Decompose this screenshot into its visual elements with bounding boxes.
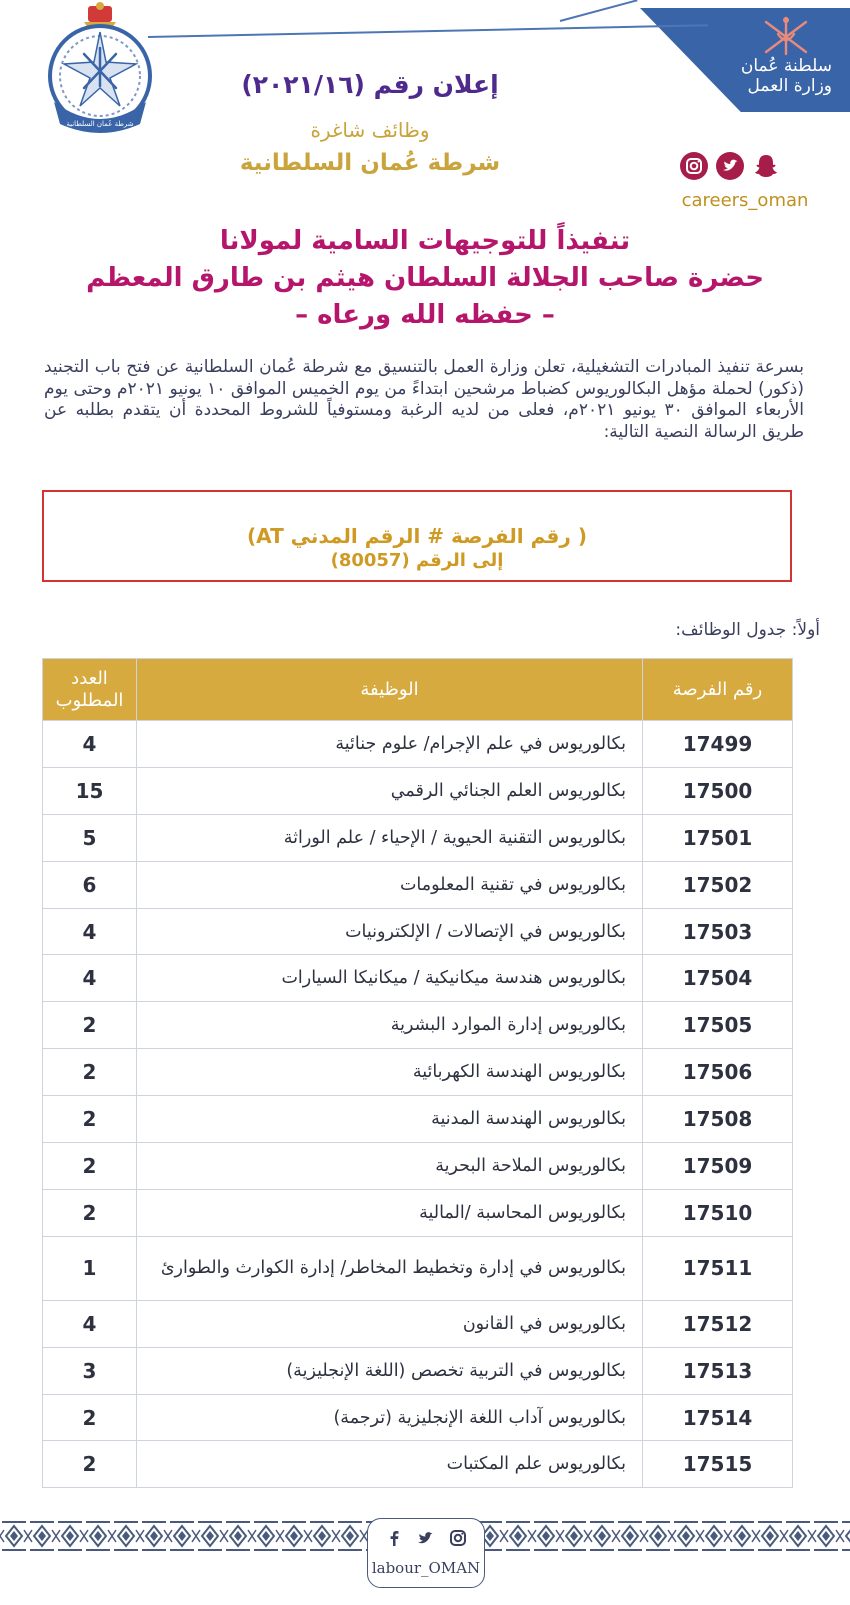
job-title: بكالوريوس التقنية الحيوية / الإحياء / علم الوراثة [137, 814, 643, 861]
social-icons [680, 152, 800, 186]
job-id: 17499 [643, 721, 793, 768]
job-count: 5 [43, 814, 137, 861]
job-title: بكالوريوس في الإتصالات / الإلكترونيات [137, 908, 643, 955]
job-id: 17514 [643, 1394, 793, 1441]
careers-social-handle[interactable]: careers_oman [681, 190, 809, 211]
twitter-icon[interactable] [415, 1527, 437, 1549]
table-row [43, 1002, 793, 1049]
job-id: 17500 [643, 767, 793, 814]
job-id: 17509 [643, 1143, 793, 1190]
table-row [43, 1189, 793, 1236]
table-row [43, 1441, 793, 1488]
header-count [43, 659, 137, 721]
sms-format: ( رقم الفرصة # الرقم المدني AT) [247, 524, 587, 548]
job-id: 17513 [643, 1347, 793, 1394]
table-row [43, 1300, 793, 1347]
ministry-name-line1: سلطنة عُمان [740, 56, 832, 76]
table-row [43, 1394, 793, 1441]
job-title: بكالوريوس آداب اللغة الإنجليزية (ترجمة) [137, 1394, 643, 1441]
job-id: 17508 [643, 1096, 793, 1143]
table-row [43, 721, 793, 768]
job-id: 17504 [643, 955, 793, 1002]
section-title: أولاً: جدول الوظائف: [675, 620, 820, 640]
job-id: 17510 [643, 1189, 793, 1236]
job-id: 17512 [643, 1300, 793, 1347]
job-title: بكالوريوس إدارة الموارد البشرية [137, 1002, 643, 1049]
job-id: 17501 [643, 814, 793, 861]
job-title: بكالوريوس في التربية تخصص (اللغة الإنجليزية) [137, 1347, 643, 1394]
job-id: 17515 [643, 1441, 793, 1488]
headline-line2: حضرة صاحب الجلالة السلطان هيثم بن طارق المعظم [86, 263, 764, 293]
job-count: 4 [43, 908, 137, 955]
job-title: بكالوريوس العلم الجنائي الرقمي [137, 767, 643, 814]
announcement-title: إعلان رقم (٢٠٢١/١٦) [241, 70, 499, 99]
table-row [43, 1143, 793, 1190]
table-row [43, 1096, 793, 1143]
footer-social-handle[interactable]: labour_OMAN [371, 1559, 481, 1577]
job-title: بكالوريوس المحاسبة /المالية [137, 1189, 643, 1236]
job-title: بكالوريوس هندسة ميكانيكية / ميكانيكا السيارات [137, 955, 643, 1002]
table-header-row [43, 659, 793, 721]
headline-line1: تنفيذاً للتوجيهات السامية لمولانا [219, 226, 631, 256]
header-count-line2: المطلوب [55, 689, 124, 711]
job-count: 4 [43, 721, 137, 768]
job-title: بكالوريوس في إدارة وتخطيط المخاطر/ إدارة الكوارث والطوارئ [137, 1236, 643, 1300]
job-title: بكالوريوس في القانون [137, 1300, 643, 1347]
footer-social-badge [367, 1518, 485, 1588]
oman-emblem-icon [756, 14, 816, 56]
job-id: 17511 [643, 1236, 793, 1300]
table-row [43, 908, 793, 955]
job-count: 2 [43, 1441, 137, 1488]
table-row [43, 1236, 793, 1300]
header-count-line1: العدد [71, 667, 108, 689]
sms-number: إلى الرقم (80057) [330, 550, 504, 571]
snapchat-icon[interactable] [752, 152, 780, 180]
table-row [43, 955, 793, 1002]
vacancy-label: وظائف شاغرة [310, 118, 430, 142]
job-id: 17503 [643, 908, 793, 955]
job-count: 6 [43, 861, 137, 908]
job-count: 15 [43, 767, 137, 814]
job-title: بكالوريوس في تقنية المعلومات [137, 861, 643, 908]
job-count: 4 [43, 955, 137, 1002]
organization-name: شرطة عُمان السلطانية [239, 150, 501, 176]
header-job-id: رقم الفرصة [643, 659, 793, 721]
ministry-name-line2: وزارة العمل [747, 76, 832, 96]
instagram-icon[interactable] [447, 1527, 469, 1549]
table-row [43, 861, 793, 908]
table-row [43, 1049, 793, 1096]
job-id: 17505 [643, 1002, 793, 1049]
footer-icons [368, 1527, 484, 1549]
ministry-name [712, 56, 832, 96]
job-id: 17502 [643, 861, 793, 908]
job-title: بكالوريوس في علم الإجرام/ علوم جنائية [137, 721, 643, 768]
table-row [43, 814, 793, 861]
job-count: 2 [43, 1002, 137, 1049]
sms-instructions-box [42, 490, 792, 582]
job-count: 2 [43, 1189, 137, 1236]
job-title: بكالوريوس الملاحة البحرية [137, 1143, 643, 1190]
table-row [43, 1347, 793, 1394]
royal-oman-police-logo [40, 2, 160, 136]
instagram-icon[interactable] [680, 152, 708, 180]
job-count: 2 [43, 1394, 137, 1441]
job-title: بكالوريوس الهندسة الكهربائية [137, 1049, 643, 1096]
twitter-icon[interactable] [716, 152, 744, 180]
headline-line3: – حفظه الله ورعاه – [295, 300, 555, 330]
job-id: 17506 [643, 1049, 793, 1096]
job-count: 2 [43, 1143, 137, 1190]
header-divider-line [148, 24, 708, 38]
job-title: بكالوريوس الهندسة المدنية [137, 1096, 643, 1143]
job-title: بكالوريوس علم المكتبات [137, 1441, 643, 1488]
header-divider-line [560, 0, 638, 22]
facebook-icon[interactable] [383, 1527, 405, 1549]
header-job-title: الوظيفة [137, 659, 643, 721]
job-count: 2 [43, 1049, 137, 1096]
table-row [43, 767, 793, 814]
job-count: 4 [43, 1300, 137, 1347]
job-count: 3 [43, 1347, 137, 1394]
jobs-table [42, 658, 793, 1488]
job-count: 2 [43, 1096, 137, 1143]
police-logo-text: شرطة عُمان السلطانية [66, 120, 134, 128]
job-count: 1 [43, 1236, 137, 1300]
intro-paragraph: بسرعة تنفيذ المبادرات التشغيلية، تعلن وزارة العمل بالتنسيق مع شرطة عُمان السلطانية عن فتح باب التجنيد (ذكور) لحملة مؤهل البكالوريوس كضباط مرشحين ابتداءً من يوم الخميس الموافق ١٠ يونيو ٢٠٢١م وحتى يوم الأربعاء الموافق ٣٠ يونيو ٢٠٢١م، فعلى من لديه الرغبة ومستوفياً للشروط المحددة أن يتقدم بطلبه عن طريق الرسالة النصية التالية: [44, 357, 805, 442]
